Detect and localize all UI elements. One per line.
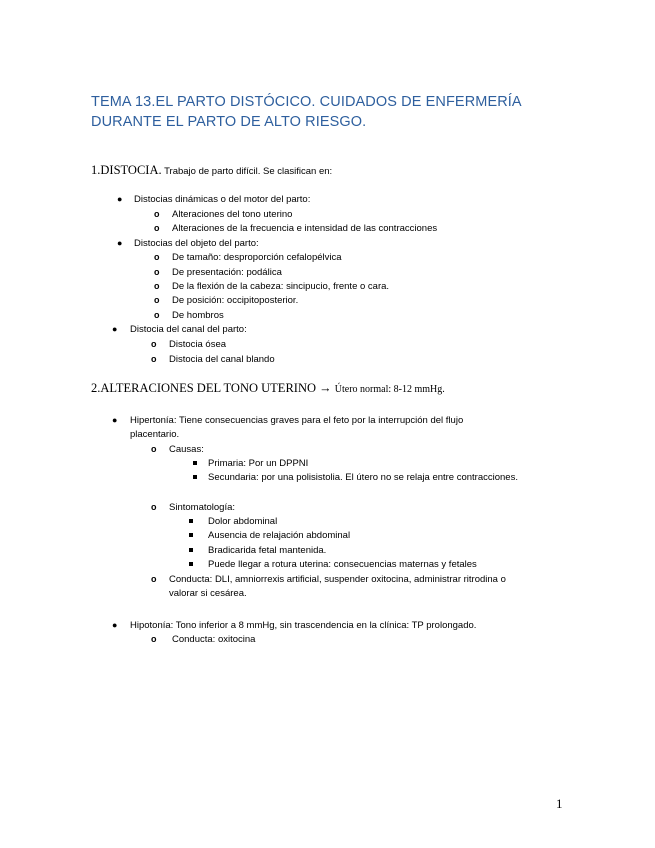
sub-list-item: Distocia ósea bbox=[169, 339, 227, 350]
title-line-2: DURANTE EL PARTO DE ALTO RIESGO. bbox=[91, 114, 367, 130]
sintoma-item: Puede llegar a rotura uterina: consecuencias maternas y fetales bbox=[208, 559, 477, 570]
bullet-dot: ● bbox=[112, 415, 118, 425]
sub-list-item: De posición: occipitoposterior. bbox=[172, 295, 299, 306]
sub-list-item: Alteraciones del tono uterino bbox=[172, 209, 293, 220]
bullet-circle: o bbox=[154, 310, 160, 320]
hipotonia-line: Hipotonía: Tono inferior a 8 mmHg, sin trascendencia en la clínica: TP prolongado. bbox=[130, 620, 477, 631]
conducta-line-1: Conducta: DLI, amniorrexis artificial, suspender oxitocina, administrar ritrodina o bbox=[169, 574, 506, 585]
title-line-1: TEMA 13.EL PARTO DISTÓCICO. CUIDADOS DE ENFERMERÍA bbox=[91, 94, 522, 110]
arrow-right-icon: → bbox=[319, 381, 332, 395]
sub-list-item: De hombros bbox=[172, 310, 224, 321]
bullet-square bbox=[189, 562, 193, 566]
bullet-circle: o bbox=[154, 209, 160, 219]
hipertonia-line-2: placentario. bbox=[130, 429, 180, 440]
hipotonia-conducta: Conducta: oxitocina bbox=[172, 634, 256, 645]
section-1-title: 1.DISTOCIA. bbox=[91, 163, 162, 177]
section-2-heading bbox=[91, 380, 445, 398]
document-title bbox=[91, 92, 561, 132]
bullet-circle: o bbox=[151, 339, 157, 349]
bullet-circle: o bbox=[151, 574, 157, 584]
sintoma-item: Ausencia de relajación abdominal bbox=[208, 530, 351, 541]
sub-list-item: De tamaño: desproporción cefalopélvica bbox=[172, 252, 342, 263]
bullet-circle: o bbox=[154, 295, 160, 305]
bullet-dot: ● bbox=[112, 620, 118, 630]
list-item: Distocias del objeto del parto: bbox=[134, 238, 259, 249]
bullet-circle: o bbox=[151, 444, 157, 454]
bullet-square bbox=[189, 548, 193, 552]
bullet-circle: o bbox=[154, 223, 160, 233]
section-2-note: Útero normal: 8-12 mmHg. bbox=[334, 384, 445, 395]
list-item: Distocias dinámicas o del motor del parto: bbox=[134, 194, 311, 205]
section-2-title: 2.ALTERACIONES DEL TONO UTERINO bbox=[91, 381, 316, 395]
sintoma-item: Dolor abdominal bbox=[208, 516, 278, 527]
hipertonia-line-1: Hipertonía: Tiene consecuencias graves para el feto por la interrupción del flujo bbox=[130, 415, 464, 426]
sub-list-item: Distocia del canal blando bbox=[169, 354, 275, 365]
bullet-dot: ● bbox=[112, 324, 118, 334]
causa-item: Secundaria: por una polisistolia. El útero no se relaja entre contracciones. bbox=[208, 472, 518, 483]
bullet-circle: o bbox=[151, 634, 157, 644]
page-number: 1 bbox=[556, 796, 563, 811]
causas-label: Causas: bbox=[169, 444, 204, 455]
sub-list-item: De presentación: podálica bbox=[172, 267, 282, 278]
section-1-heading bbox=[91, 162, 332, 180]
bullet-dot: ● bbox=[117, 238, 123, 248]
sintoma-item: Bradicarida fetal mantenida. bbox=[208, 545, 327, 556]
bullet-square bbox=[193, 475, 197, 479]
bullet-circle: o bbox=[154, 267, 160, 277]
bullet-square bbox=[189, 533, 193, 537]
sub-list-item: Alteraciones de la frecuencia e intensidad de las contracciones bbox=[172, 223, 438, 234]
bullet-square bbox=[193, 461, 197, 465]
sub-list-item: De la flexión de la cabeza: sincipucio, frente o cara. bbox=[172, 281, 390, 292]
section-1-intro: Trabajo de parto difícil. Se clasifican en: bbox=[161, 166, 333, 177]
bullet-circle: o bbox=[151, 354, 157, 364]
bullet-dot: ● bbox=[117, 194, 123, 204]
bullet-circle: o bbox=[151, 502, 157, 512]
list-item: Distocia del canal del parto: bbox=[130, 324, 247, 335]
conducta-line-2: valorar si cesárea. bbox=[169, 588, 247, 599]
causa-item: Primaria: Por un DPPNI bbox=[208, 458, 309, 469]
sintomas-label: Sintomatología: bbox=[169, 502, 236, 513]
bullet-circle: o bbox=[154, 252, 160, 262]
bullet-circle: o bbox=[154, 281, 160, 291]
bullet-square bbox=[189, 519, 193, 523]
